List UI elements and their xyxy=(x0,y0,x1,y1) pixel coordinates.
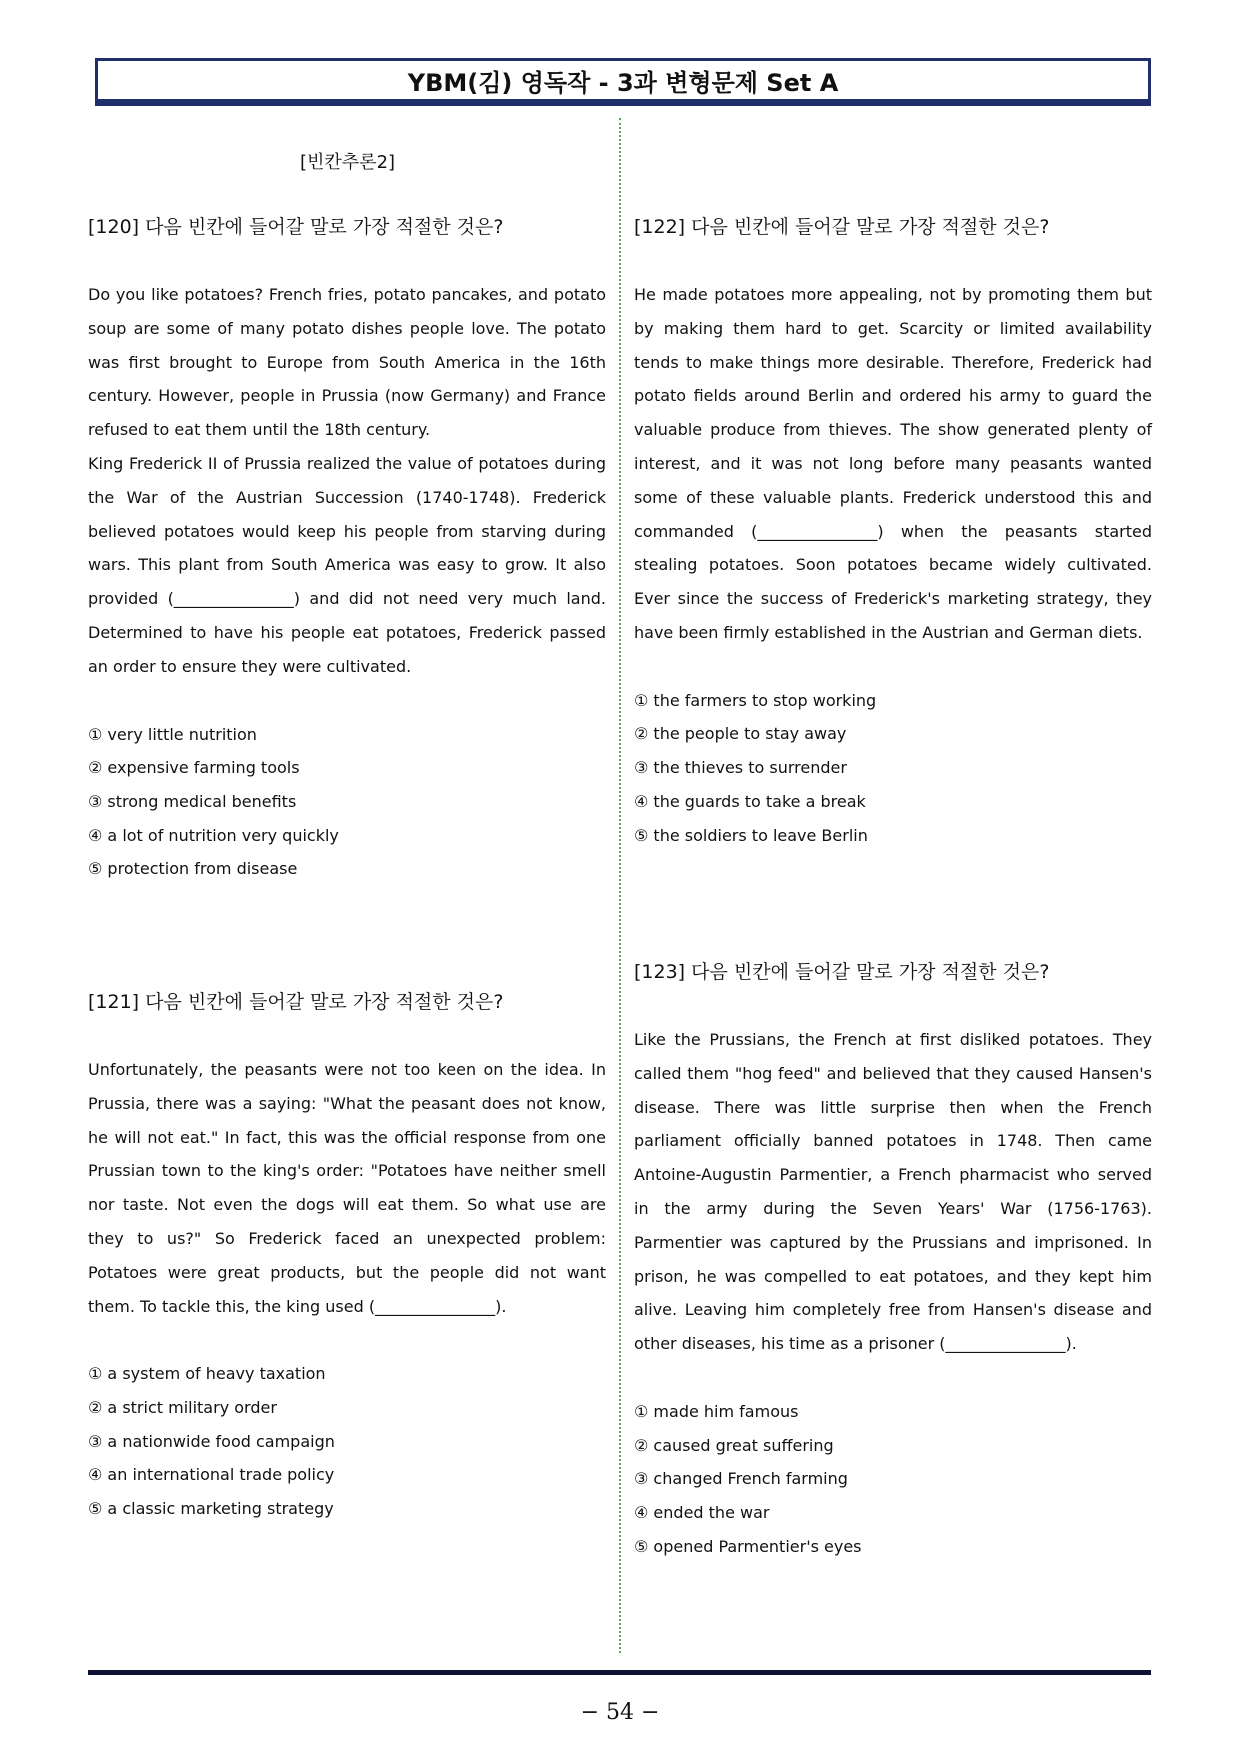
question-passage: He made potatoes more appealing, not by promoting them but by making them hard to get. Scarcity or limited availability tends to make things more desirable. Therefore, Frederick had potato fields around Berlin and ordered his army to guard the valuable produce from thieves. The show generated plenty of interest, and it was not long before many peasants wanted some of these valuable plants. Frederick understood this and commanded (_______________) when the peasants started stealing potatoes. Soon potatoes became widely cultivated. Ever since the success of Frederick's marketing strategy, they have been firmly established in the Austrian and German diets. xyxy=(634,285,1152,642)
page-header xyxy=(95,58,1151,102)
question-121 xyxy=(88,985,606,1526)
answer-option[interactable]: ③ changed French farming xyxy=(634,1469,848,1489)
question-passage: Like the Prussians, the French at first disliked potatoes. They called them "hog feed" and believed that they caused Hansen's disease. There was little surprise then when the French parliament officially banned potatoes in 1748. Then came Antoine-Augustin Parmentier, a French pharmacist who served in the army during the Seven Years' War (1756-1763). Parmentier was captured by the Prussians and imprisoned. In prison, he was compelled to eat potatoes, and they kept him alive. Leaving him completely free from Hansen's disease and other diseases, his time as a prisoner (_______________). xyxy=(634,1030,1152,1354)
question-120 xyxy=(88,210,606,886)
answer-option[interactable]: ④ ended the war xyxy=(634,1503,770,1523)
question-title: [121] 다음 빈칸에 들어갈 말로 가장 적절한 것은? xyxy=(88,991,504,1013)
question-title: [122] 다음 빈칸에 들어갈 말로 가장 적절한 것은? xyxy=(634,216,1050,238)
answer-option[interactable]: ① the farmers to stop working xyxy=(634,690,877,710)
question-title: [123] 다음 빈칸에 들어갈 말로 가장 적절한 것은? xyxy=(634,961,1050,983)
answer-option[interactable]: ④ the guards to take a break xyxy=(634,791,866,811)
answer-option[interactable]: ⑤ opened Parmentier's eyes xyxy=(634,1536,862,1556)
footer-rule xyxy=(88,1670,1151,1675)
answer-option[interactable]: ② a strict military order xyxy=(88,1398,277,1418)
question-passage: Unfortunately, the peasants were not too keen on the idea. In Prussia, there was a saying: "What the peasant does not know, he will not eat." In fact, this was the official response from one Prussian town to the king's order: "Potatoes have neither smell nor taste. Not even the dogs will eat them. So what use are they to us?" So Frederick faced an unexpected problem: Potatoes were great products, but the people did not want them. To tackle this, the king used (_______________). xyxy=(88,1060,606,1316)
page-number: − 54 − xyxy=(580,1700,660,1725)
answer-option[interactable]: ② expensive farming tools xyxy=(88,758,300,778)
answer-options xyxy=(88,718,606,887)
section-label: [빈칸추론2] xyxy=(300,152,396,173)
answer-option[interactable]: ③ the thieves to surrender xyxy=(634,758,847,778)
header-rule xyxy=(95,102,1151,106)
answer-option[interactable]: ④ an international trade policy xyxy=(88,1465,335,1485)
answer-option[interactable]: ⑤ the soldiers to leave Berlin xyxy=(634,825,868,845)
answer-option[interactable]: ⑤ protection from disease xyxy=(88,859,298,879)
question-passage: Do you like potatoes? French fries, potato pancakes, and potato soup are some of many potato dishes people love. The potato was first brought to Europe from South America in the 16th century. However, people in Prussia (now Germany) and France refused to eat them until the 18th century. xyxy=(88,285,606,440)
question-title: [120] 다음 빈칸에 들어갈 말로 가장 적절한 것은? xyxy=(88,216,504,238)
answer-options xyxy=(634,1395,1152,1564)
answer-option[interactable]: ① very little nutrition xyxy=(88,724,257,744)
answer-option[interactable]: ② the people to stay away xyxy=(634,724,847,744)
answer-option[interactable]: ④ a lot of nutrition very quickly xyxy=(88,825,339,845)
answer-option[interactable]: ① made him famous xyxy=(634,1401,799,1421)
answer-options xyxy=(634,684,1152,853)
answer-option[interactable]: ⑤ a classic marketing strategy xyxy=(88,1499,334,1519)
answer-option[interactable]: ② caused great suffering xyxy=(634,1435,834,1455)
answer-option[interactable]: ③ a nationwide food campaign xyxy=(88,1431,335,1451)
question-passage: King Frederick II of Prussia realized the value of potatoes during the War of the Austrian Succession (1740-1748). Frederick believed potatoes would keep his people from starving during wars. This plant from South America was easy to grow. It also provided (_______________) and did not need very much land. Determined to have his people eat potatoes, Frederick passed an order to ensure they were cultivated. xyxy=(88,453,606,676)
answer-option[interactable]: ③ strong medical benefits xyxy=(88,791,297,811)
column-divider xyxy=(619,118,621,1653)
page-title: YBM(김) 영독작 - 3과 변형문제 Set A xyxy=(407,68,839,97)
answer-option[interactable]: ① a system of heavy taxation xyxy=(88,1364,326,1384)
answer-options xyxy=(88,1357,606,1526)
question-123 xyxy=(634,955,1152,1563)
question-122 xyxy=(634,210,1152,852)
